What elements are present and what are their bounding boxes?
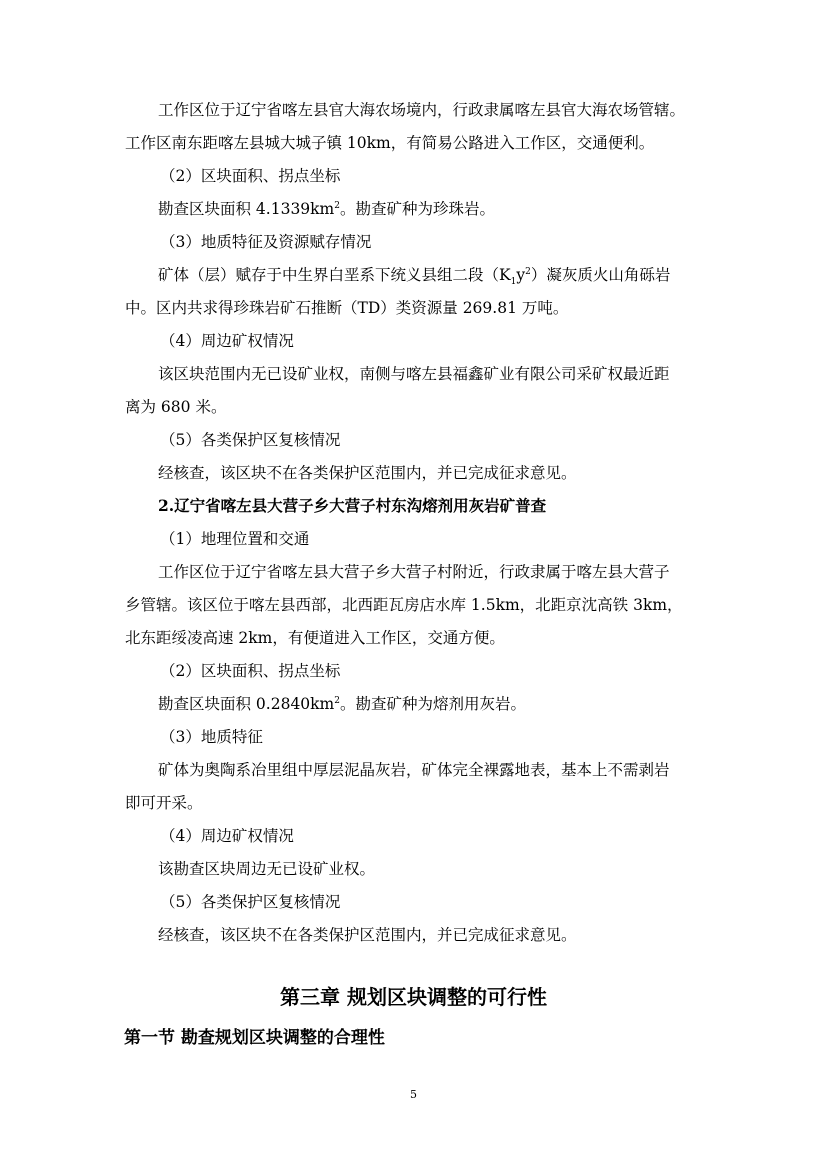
block2-location-line1: 工作区位于辽宁省喀左县大营子乡大营子村附近，行政隶属于喀左县大营子 — [158, 563, 670, 581]
block2-rights-heading: （4）周边矿权情况 — [160, 827, 294, 845]
block1-rights-line2: 离为 680 米。 — [125, 398, 227, 416]
block1-protection-text: 经核查，该区块不在各类保护区范围内，并已完成征求意见。 — [158, 464, 577, 482]
block1-location-line1: 工作区位于辽宁省喀左县官大海农场境内，行政隶属喀左县官大海农场管辖。 — [158, 101, 686, 119]
block1-rights-heading: （4）周边矿权情况 — [160, 332, 294, 350]
block2-location-line3: 北东距绥凌高速 2km，有便道进入工作区，交通方便。 — [125, 629, 505, 647]
block2-location-line2: 乡管辖。该区位于喀左县西部，北西距瓦房店水库 1.5km，北距京沈高铁 3km， — [125, 596, 683, 614]
block1-geology-line1: 矿体（层）赋存于中生界白垩系下统义县组二段$(K_1y^2)$凝灰质火山角砾岩 — [158, 266, 671, 288]
block1-geology-line2: 中。区内共求得珍珠岩矿石推断（TD）类资源量 269.81 万吨。 — [125, 299, 569, 317]
block2-protection-text: 经核查，该区块不在各类保护区范围内，并已完成征求意见。 — [158, 926, 577, 944]
page-number: 5 — [410, 1088, 417, 1101]
block2-rights-text: 该勘查区块周边无已设矿业权。 — [158, 860, 376, 878]
block1-area-heading: （2）区块面积、拐点坐标 — [160, 167, 341, 185]
block1-location-line2: 工作区南东距喀左县城大城子镇 10km，有简易公路进入工作区，交通便利。 — [125, 134, 655, 152]
block2-geology-heading: （3）地质特征 — [160, 728, 263, 746]
block2-location-heading: （1）地理位置和交通 — [160, 530, 310, 548]
block2-title: 2.辽宁省喀左县大营子乡大营子村东沟熔剂用灰岩矿普查 — [158, 496, 547, 515]
block1-protection-heading: （5）各类保护区复核情况 — [160, 431, 341, 449]
block2-geology-line2: 即可开采。 — [125, 794, 203, 812]
block1-area-text: 勘查区块面积 $4.1339km^2$。勘查矿种为珍珠岩。 — [158, 200, 496, 218]
chapter-title: 第三章 规划区块调整的可行性 — [280, 985, 547, 1009]
block2-protection-heading: （5）各类保护区复核情况 — [160, 893, 341, 911]
section-title: 第一节 勘查规划区块调整的合理性 — [124, 1028, 385, 1048]
block2-area-heading: （2）区块面积、拐点坐标 — [160, 662, 341, 680]
block2-area-text: 勘查区块面积 $0.2840km^2$。勘查矿种为熔剂用灰岩。 — [158, 695, 527, 713]
block1-geology-heading: （3）地质特征及资源赋存情况 — [160, 233, 372, 251]
block1-rights-line1: 该区块范围内无已设矿业权，南侧与喀左县福鑫矿业有限公司采矿权最近距 — [158, 365, 670, 383]
block2-geology-line1: 矿体为奥陶系冶里组中厚层泥晶灰岩，矿体完全裸露地表，基本上不需剥岩 — [158, 761, 670, 779]
